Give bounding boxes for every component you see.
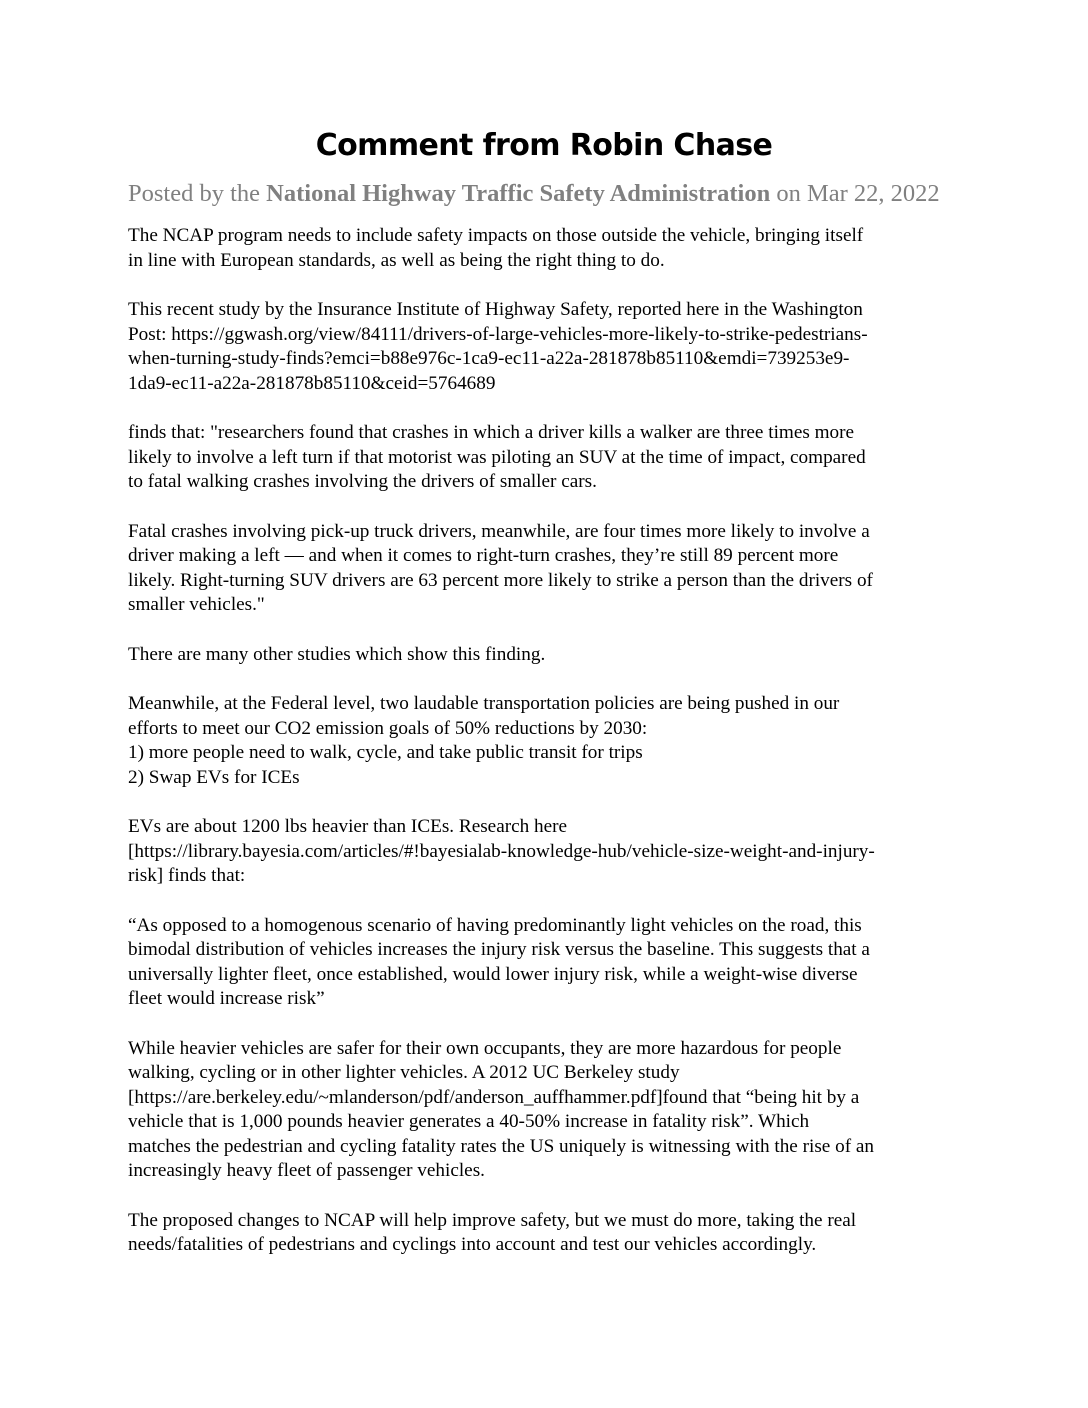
paragraph: There are many other studies which show this finding. [128, 643, 546, 665]
comment-body [128, 224, 960, 1258]
paragraph: EVs are about 1200 lbs heavier than ICEs. Research here [https://library.bayesia.com/articles/#!bayesialab-knowledge-hub/vehicle-size-weight-and-injury- risk] finds that: [128, 816, 875, 886]
byline-organization: National Highway Traffic Safety Administration [266, 180, 771, 207]
byline-prefix: Posted by the [128, 180, 267, 207]
paragraph: While heavier vehicles are safer for their own occupants, they are more hazardous for people walking, cycling or in other lighter vehicles. A 2012 UC Berkeley study [https://are.berkeley.edu/~mlanderson/pdf/anderson_auffhammer.pdf]found that “being hit by a vehicle that is 1,000 pounds heavier generates a 40-50% increase in fatality risk”. Which matches the pedestrian and cycling fatality rates the US uniquely is witnessing with the rise of an increasingly heavy fleet of passenger vehicles. [128, 1037, 874, 1181]
paragraph: The proposed changes to NCAP will help improve safety, but we must do more, taking the real needs/fatalities of pedestrians and cyclings into account and test our vehicles accordingly. [128, 1209, 857, 1255]
paragraph: Meanwhile, at the Federal level, two laudable transportation policies are being pushed in our efforts to meet our CO2 emission goals of 50% reductions by 2030: 1) more people need to walk, cycle, and take public transit for trips 2) Swap EVs for ICEs [128, 693, 840, 788]
document-title: Comment from Robin Chase [315, 128, 773, 163]
paragraph: This recent study by the Insurance Institute of Highway Safety, reported here in the Washington Post: https://ggwash.org/view/84111/drivers-of-large-vehicles-more-likely-to-strike-pedestrians- when-turning-study-finds?emci=b88e976c-1ca9-ec11-a22a-281878b85110&emdi=739253e9- 1da9-ec11-a22a-281878b85110&ceid=5764689 [128, 299, 868, 394]
byline-date: on Mar 22, 2022 [770, 180, 940, 207]
byline [128, 178, 960, 210]
paragraph: Fatal crashes involving pick-up truck drivers, meanwhile, are four times more likely to involve a driver making a left — and when it comes to right-turn crashes, they’re still 89 percent more likely. Right-turning SUV drivers are 63 percent more likely to strike a person than the drivers of smaller vehicles." [128, 520, 873, 615]
paragraph: The NCAP program needs to include safety impacts on those outside the vehicle, bringing itself in line with European standards, as well as being the right thing to do. [128, 225, 864, 271]
paragraph: “As opposed to a homogenous scenario of having predominantly light vehicles on the road, this bimodal distribution of vehicles increases the injury risk versus the baseline. This suggests that a universally lighter fleet, once established, would lower injury risk, while a weight-wise diverse fleet would increase risk” [128, 914, 870, 1009]
paragraph: finds that: "researchers found that crashes in which a driver kills a walker are three times more likely to involve a left turn if that motorist was piloting an SUV at the time of impact, compared to fatal walking crashes involving the drivers of smaller cars. [128, 422, 866, 492]
